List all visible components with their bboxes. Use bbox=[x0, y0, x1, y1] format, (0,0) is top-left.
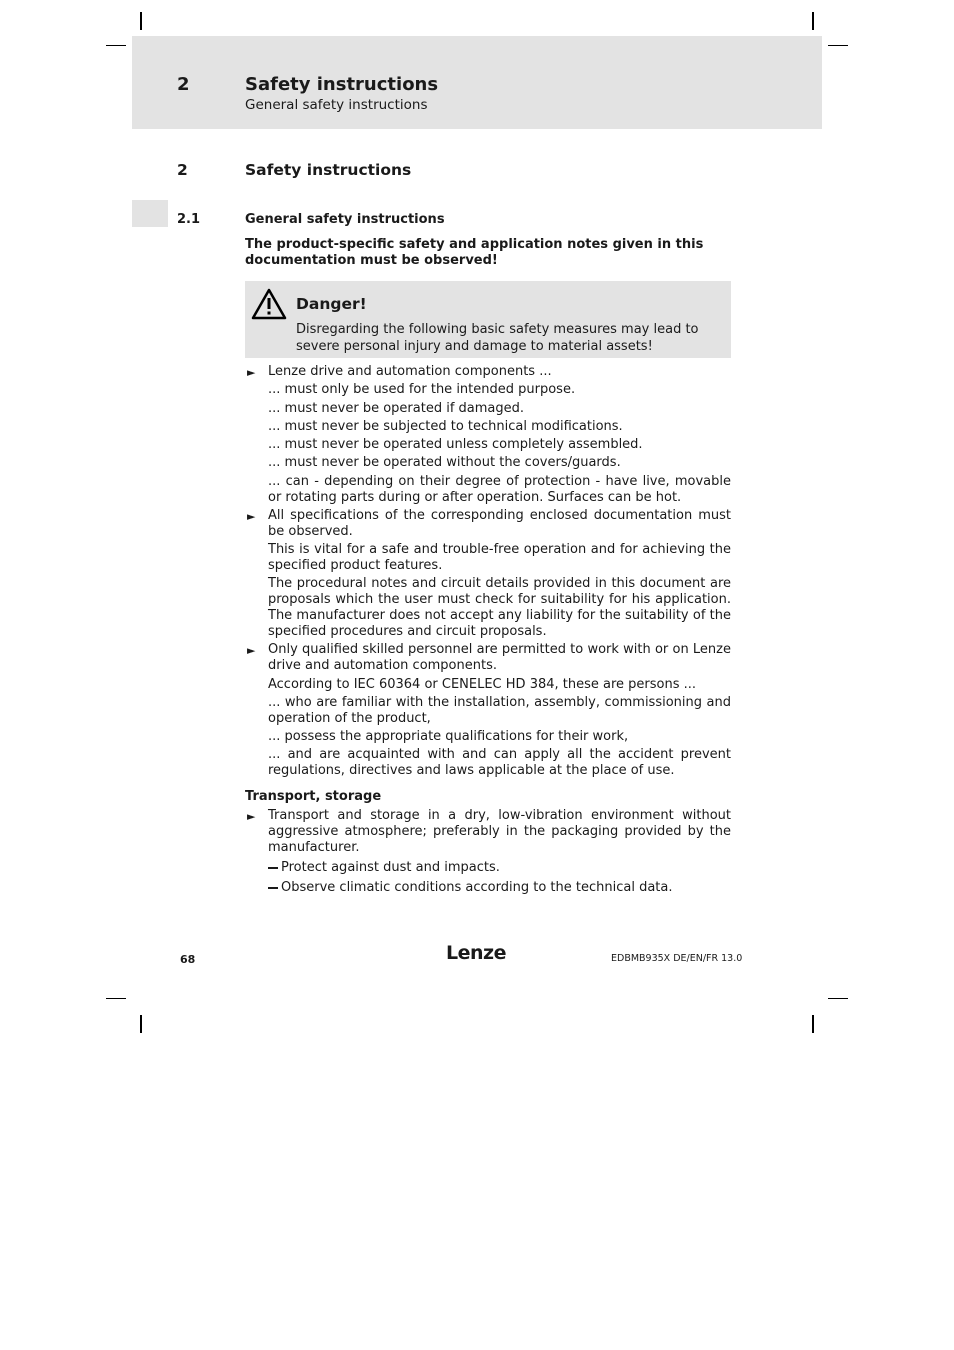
danger-text-line: severe personal injury and damage to material assets! bbox=[296, 339, 653, 354]
bullet-arrow: ► bbox=[247, 510, 256, 523]
crop-mark bbox=[828, 998, 848, 999]
list-paragraph: ... and are acquainted with and can apply all the accident prevent regulations, directives and laws applicable at the place of use. bbox=[268, 747, 731, 778]
danger-text bbox=[296, 321, 726, 355]
danger-text-line: Disregarding the following basic safety measures may lead to bbox=[296, 322, 699, 337]
list-paragraph: ... who are familiar with the installation, assembly, commissioning and operation of the product, bbox=[268, 695, 731, 726]
document-id: EDBMB935X DE/EN/FR 13.0 bbox=[611, 953, 743, 964]
crop-mark bbox=[106, 998, 126, 999]
crop-mark bbox=[812, 12, 814, 30]
header-chapter-number: 2 bbox=[177, 74, 190, 95]
list-item: All specifications of the corresponding enclosed documentation must be observed. bbox=[268, 508, 731, 539]
dash-marker bbox=[268, 867, 278, 869]
bullet-arrow: ► bbox=[247, 366, 256, 379]
bullet-arrow: ► bbox=[247, 644, 256, 657]
intro-note: The product-specific safety and application notes given in this documentation must be observed! bbox=[245, 237, 704, 268]
list-subitem: ... must never be subjected to technical modifications. bbox=[268, 419, 623, 434]
section-number: 2 bbox=[177, 161, 188, 179]
section-title: Safety instructions bbox=[245, 161, 412, 179]
subsection-title: General safety instructions bbox=[245, 212, 445, 227]
page-number: 68 bbox=[180, 953, 196, 966]
crop-mark bbox=[828, 45, 848, 46]
list-subitem: ... must never be operated without the covers/guards. bbox=[268, 455, 621, 470]
dash-marker bbox=[268, 887, 278, 889]
bullet-arrow: ► bbox=[247, 810, 256, 823]
subsection-number: 2.1 bbox=[177, 212, 201, 227]
list-paragraph: According to IEC 60364 or CENELEC HD 384, these are persons ... bbox=[268, 677, 697, 692]
list-subitem: ... must never be operated if damaged. bbox=[268, 401, 525, 416]
list-subitem: ... can - depending on their degree of protection - have live, movable or rotating parts during or after operation. Surfaces can be hot. bbox=[268, 474, 731, 505]
section-marker bbox=[132, 200, 168, 227]
header-section-subtitle: General safety instructions bbox=[245, 97, 428, 113]
dash-item: Protect against dust and impacts. bbox=[281, 860, 500, 875]
danger-box bbox=[245, 281, 731, 358]
list-item: Lenze drive and automation components ... bbox=[268, 364, 552, 379]
list-item: Only qualified skilled personnel are permitted to work with or on Lenze drive and automation components. bbox=[268, 642, 731, 673]
list-subitem: ... must never be operated unless completely assembled. bbox=[268, 437, 643, 452]
list-paragraph: This is vital for a safe and trouble-free operation and for achieving the specified product features. bbox=[268, 542, 731, 573]
list-item: Transport and storage in a dry, low-vibration environment without aggressive atmosphere; preferably in the packaging provided by the manufacturer. bbox=[268, 808, 731, 855]
crop-mark bbox=[140, 1015, 142, 1033]
list-paragraph: ... possess the appropriate qualifications for their work, bbox=[268, 729, 629, 744]
transport-heading: Transport, storage bbox=[245, 789, 382, 804]
warning-triangle-icon bbox=[251, 288, 287, 320]
crop-mark bbox=[140, 12, 142, 30]
header-chapter-title: Safety instructions bbox=[245, 74, 439, 95]
crop-mark bbox=[812, 1015, 814, 1033]
dash-item: Observe climatic conditions according to the technical data. bbox=[281, 880, 673, 895]
header-band bbox=[132, 36, 822, 129]
danger-title: Danger! bbox=[296, 295, 367, 313]
list-paragraph: The procedural notes and circuit details provided in this document are proposals which the user must check for suitability for his application. The manufacturer does not accept any liability for the suitability of the specified procedures and circuit proposals. bbox=[268, 576, 731, 639]
crop-mark bbox=[106, 45, 126, 46]
lenze-logo: Lenze bbox=[446, 942, 506, 964]
list-subitem: ... must only be used for the intended purpose. bbox=[268, 382, 576, 397]
